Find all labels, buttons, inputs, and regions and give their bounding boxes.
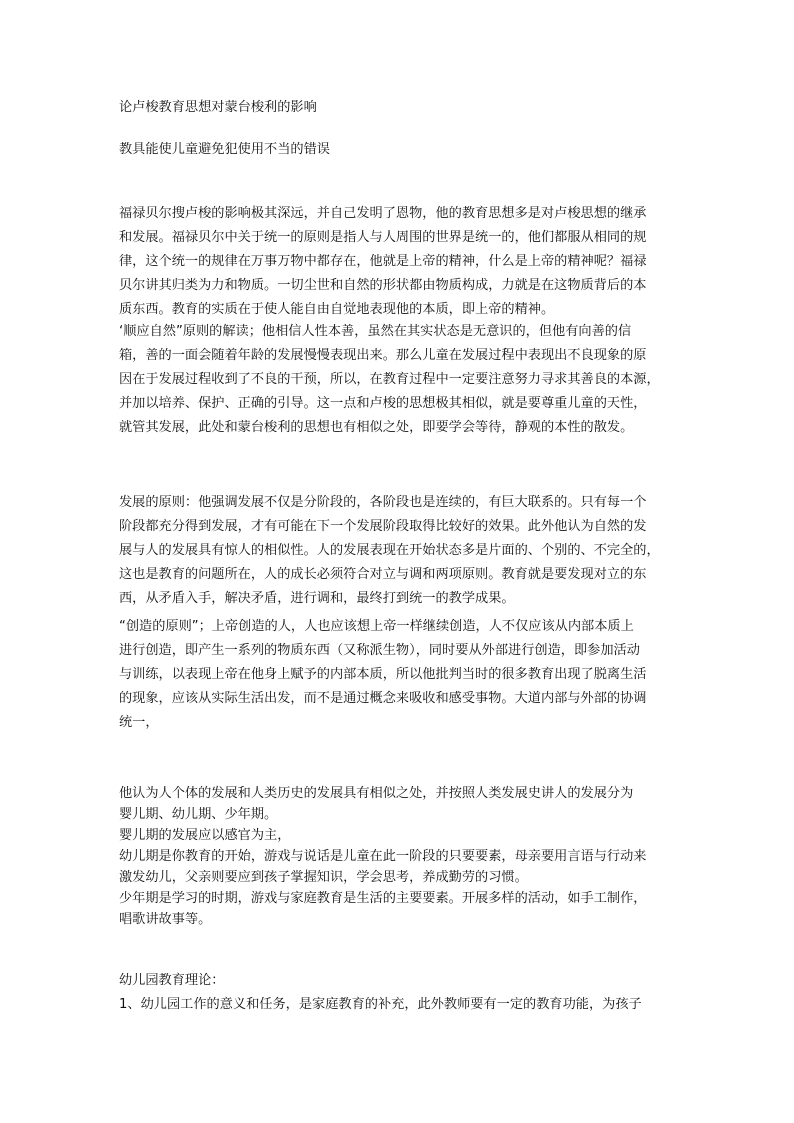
para4-line-2: 进行创造，即产生一系列的物质东西（又称派生物），同时要从外部进行创造，即参加活动 [119,643,640,658]
document-subtitle: 教具能使儿童避免犯使用不当的错误 [119,142,330,157]
para3-line-1: 发展的原则：他强调发展不仅是分阶段的，各阶段也是连续的，有巨大联系的。只有每一个 [119,495,647,510]
para6-line-1: 幼儿园教育理论： [119,973,225,988]
para1-line-3: 律，这个统一的规律在万事万物中都存在，他就是上帝的精神，什么是上帝的精神呢？福禄 [119,254,647,269]
para5-line-5: 激发幼儿，父亲则要应到孩子掌握知识，学会思考，养成勤劳的习惯。 [119,870,528,885]
para1-line-2: 和发展。福禄贝尔中关于统一的原则是指人与人周围的世界是统一的，他们都服从相同的规 [119,230,647,245]
para3-line-5: 西，从矛盾入手，解决矛盾，进行调和，最终打到统一的教学成果。 [119,591,515,606]
para3-line-2: 阶段都充分得到发展，才有可能在下一个发展阶段取得比较好的效果。此外他认为自然的发 [119,519,647,534]
para4-line-3: 与训练，以表现上帝在他身上赋予的内部本质，所以他批判当时的很多教育出现了脱离生活 [119,667,647,682]
para2-line-1: ‘顺应自然”原则的解读；他相信人性本善，虽然在其实状态是无意识的，但他有向善的信 [119,324,632,339]
para5-line-6: 少年期是学习的时期，游戏与家庭教育是生活的主要要素。开展多样的活动，如手工制作， [119,891,647,906]
para2-line-3: 因在于发展过程收到了不良的干预，所以，在教育过程中一定要注意努力寻求其善良的本源， [119,372,660,387]
para3-line-3: 展与人的发展具有惊人的相似性。人的发展表现在开始状态多是片面的、个别的、不完全的， [119,543,660,558]
para3-line-4: 这也是教育的问题所在，人的成长必须符合对立与调和两项原则。教育就是要发现对立的东 [119,567,647,582]
para1-line-5: 质东西。教育的实质在于使人能自由自觉地表现他的本质，即上帝的精神。 [119,302,555,317]
para2-line-4: 并加以培养、保护、正确的引导。这一点和卢梭的思想极其相似，就是要尊重儿童的天性， [119,396,647,411]
para4-line-1: “创造的原则”；上帝创造的人，人也应该想上帝一样继续创造，人不仅应该从内部本质上 [119,619,634,634]
para4-line-5: 统一， [119,715,159,730]
para2-line-5: 就管其发展，此处和蒙台梭利的思想也有相似之处，即要学会等待，静观的本性的散发。 [119,420,634,435]
para1-line-1: 福禄贝尔搜卢梭的影响极其深远，并自己发明了恩物，他的教育思想多是对卢梭思想的继承 [119,206,647,221]
para1-line-4: 贝尔讲其归类为力和物质。一切尘世和自然的形状都由物质构成，力就是在这物质背后的本 [119,278,647,293]
para4-line-4: 的现象，应该从实际生活出发，而不是通过概念来吸收和感受事物。大道内部与外部的协调 [119,691,647,706]
document-title: 论卢梭教育思想对蒙台梭利的影响 [119,100,317,115]
para5-line-1: 他认为人个体的发展和人类历史的发展具有相似之处，并按照人类发展史讲人的发展分为 [119,786,634,801]
para6-line-2: 1、幼儿园工作的意义和任务，是家庭教育的补充，此外教师要有一定的教育功能，为孩子 [119,997,642,1012]
para2-line-2: 箱，善的一面会随着年龄的发展慢慢表现出来。那么儿童在发展过程中表现出不良现象的原 [119,348,647,363]
para5-line-2: 婴儿期、幼儿期、少年期。 [119,807,278,822]
para5-line-7: 唱歌讲故事等。 [119,912,212,927]
para5-line-4: 幼儿期是你教育的开始，游戏与说话是儿童在此一阶段的只要要素，母亲要用言语与行动来 [119,849,647,864]
para5-line-3: 婴儿期的发展应以感官为主， [119,828,291,843]
